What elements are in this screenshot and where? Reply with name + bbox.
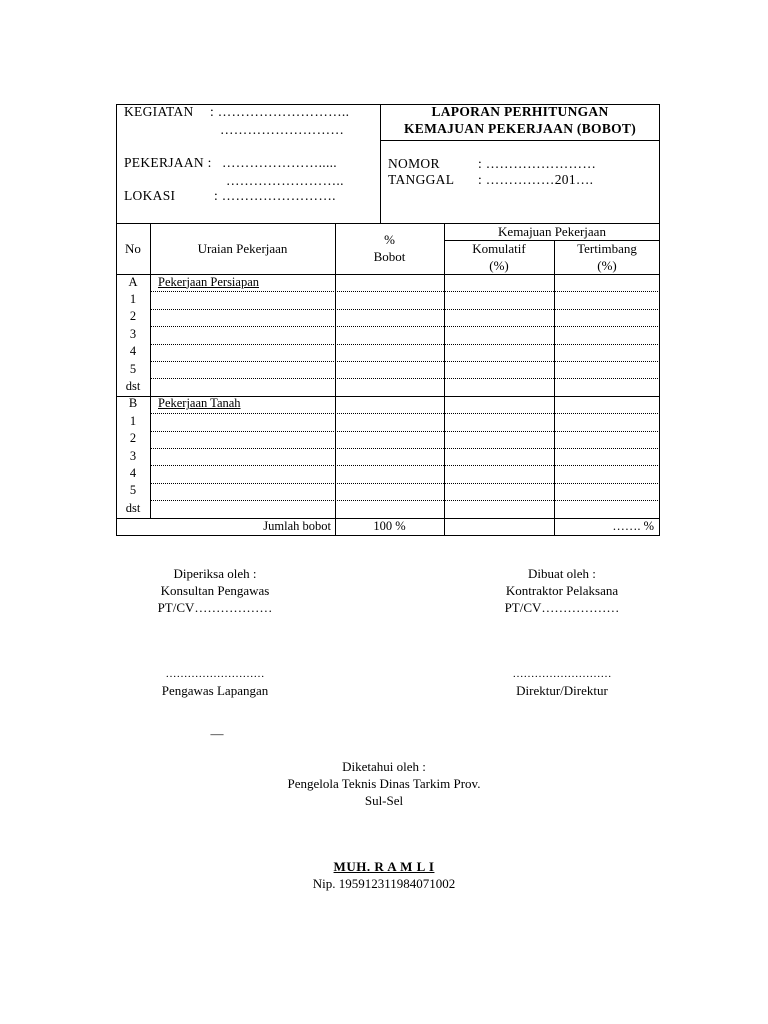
- nomor-value: : ……………………: [478, 156, 597, 171]
- left-signature-block: [120, 565, 310, 616]
- lokasi-label: LOKASI: [124, 188, 176, 203]
- row-section-title: Pekerjaan Persiapan: [158, 274, 260, 289]
- row-divider: [150, 500, 660, 501]
- row-divider: [150, 344, 660, 345]
- col-line-uraian: [335, 223, 336, 536]
- left-company: PT/CV………………: [157, 600, 273, 615]
- right-company: PT/CV………………: [504, 600, 620, 615]
- row-divider: [150, 448, 660, 449]
- pekerjaan-value-2: ……………………..: [226, 173, 344, 188]
- row-number: 1: [129, 291, 137, 306]
- row-number: 3: [129, 326, 137, 341]
- col-header-kemajuan: Kemajuan Pekerjaan: [498, 224, 606, 239]
- col-header-tertimbang-unit: (%): [597, 258, 617, 273]
- col-header-bobot: Bobot: [373, 249, 406, 264]
- row-number: 5: [129, 483, 137, 498]
- row-number: 4: [129, 344, 137, 359]
- left-organization: Konsultan Pengawas: [160, 583, 270, 598]
- col-header-bobot-pct: %: [384, 232, 395, 247]
- title-divider: [380, 140, 660, 141]
- col-line-no: [150, 223, 151, 519]
- right-made-by: Dibuat oleh :: [528, 566, 596, 581]
- tanggal-value: : ……………201….: [478, 172, 594, 187]
- official-nip: Nip. 195912311984071002: [312, 876, 456, 891]
- right-signer-role: Direktur/Direktur: [516, 683, 608, 698]
- row-number: dst: [125, 500, 141, 515]
- col-header-no: No: [125, 241, 141, 256]
- col-header-komulatif-unit: (%): [489, 258, 509, 273]
- row-divider: [150, 361, 660, 362]
- row-number: 3: [129, 448, 137, 463]
- row-divider: [150, 326, 660, 327]
- center-organization: Pengelola Teknis Dinas Tarkim Prov.: [287, 776, 481, 791]
- right-signature-dots: ………………………: [512, 668, 612, 680]
- row-number: B: [128, 396, 138, 411]
- center-acknowledged-by: Diketahui oleh :: [342, 759, 426, 774]
- center-signature-block: [234, 758, 534, 809]
- row-number: 2: [129, 309, 137, 324]
- row-divider: [150, 309, 660, 310]
- pekerjaan-label: PEKERJAAN :: [124, 155, 212, 170]
- row-number: 2: [129, 431, 137, 446]
- col-header-uraian: Uraian Pekerjaan: [197, 241, 288, 256]
- row-number: 1: [129, 413, 137, 428]
- right-signature-block: [467, 565, 657, 616]
- tanggal-label: TANGGAL: [388, 172, 455, 187]
- kegiatan-label: KEGIATAN: [124, 104, 194, 119]
- col-line-komulatif: [554, 240, 555, 536]
- row-divider: [150, 413, 660, 414]
- report-title-line-1: LAPORAN PERHITUNGAN: [431, 104, 609, 119]
- lokasi-value: : …………………….: [214, 188, 336, 203]
- total-tertimbang: ……. %: [612, 519, 654, 533]
- row-divider: [150, 291, 660, 292]
- left-checked-by: Diperiksa oleh :: [173, 566, 257, 581]
- official-name: MUH. R A M L I: [333, 859, 435, 874]
- left-signature-dots: ………………………: [165, 668, 265, 680]
- col-header-komulatif: Komulatif: [472, 241, 526, 256]
- report-title-line-2: KEMAJUAN PEKERJAAN (BOBOT): [403, 121, 637, 136]
- row-section-title: Pekerjaan Tanah: [158, 396, 241, 411]
- right-organization: Kontraktor Pelaksana: [505, 583, 619, 598]
- row-divider: [150, 378, 660, 379]
- row-number: 5: [129, 361, 137, 376]
- left-signer-role: Pengawas Lapangan: [161, 683, 269, 698]
- total-bobot: 100 %: [373, 519, 406, 533]
- kegiatan-value-2: ………………………: [220, 122, 345, 137]
- row-divider: [150, 465, 660, 466]
- row-number: 4: [129, 465, 137, 480]
- total-label: Jumlah bobot: [263, 519, 331, 533]
- stray-dash: —: [210, 726, 224, 741]
- row-number: dst: [125, 378, 141, 393]
- center-region: Sul-Sel: [364, 793, 404, 808]
- nomor-label: NOMOR: [388, 156, 440, 171]
- row-divider: [150, 431, 660, 432]
- row-divider: [150, 483, 660, 484]
- col-header-tertimbang: Tertimbang: [577, 241, 637, 256]
- row-number: A: [128, 274, 138, 289]
- kegiatan-value: : ………………………..: [210, 104, 350, 119]
- pekerjaan-value: ………………….....: [222, 155, 337, 170]
